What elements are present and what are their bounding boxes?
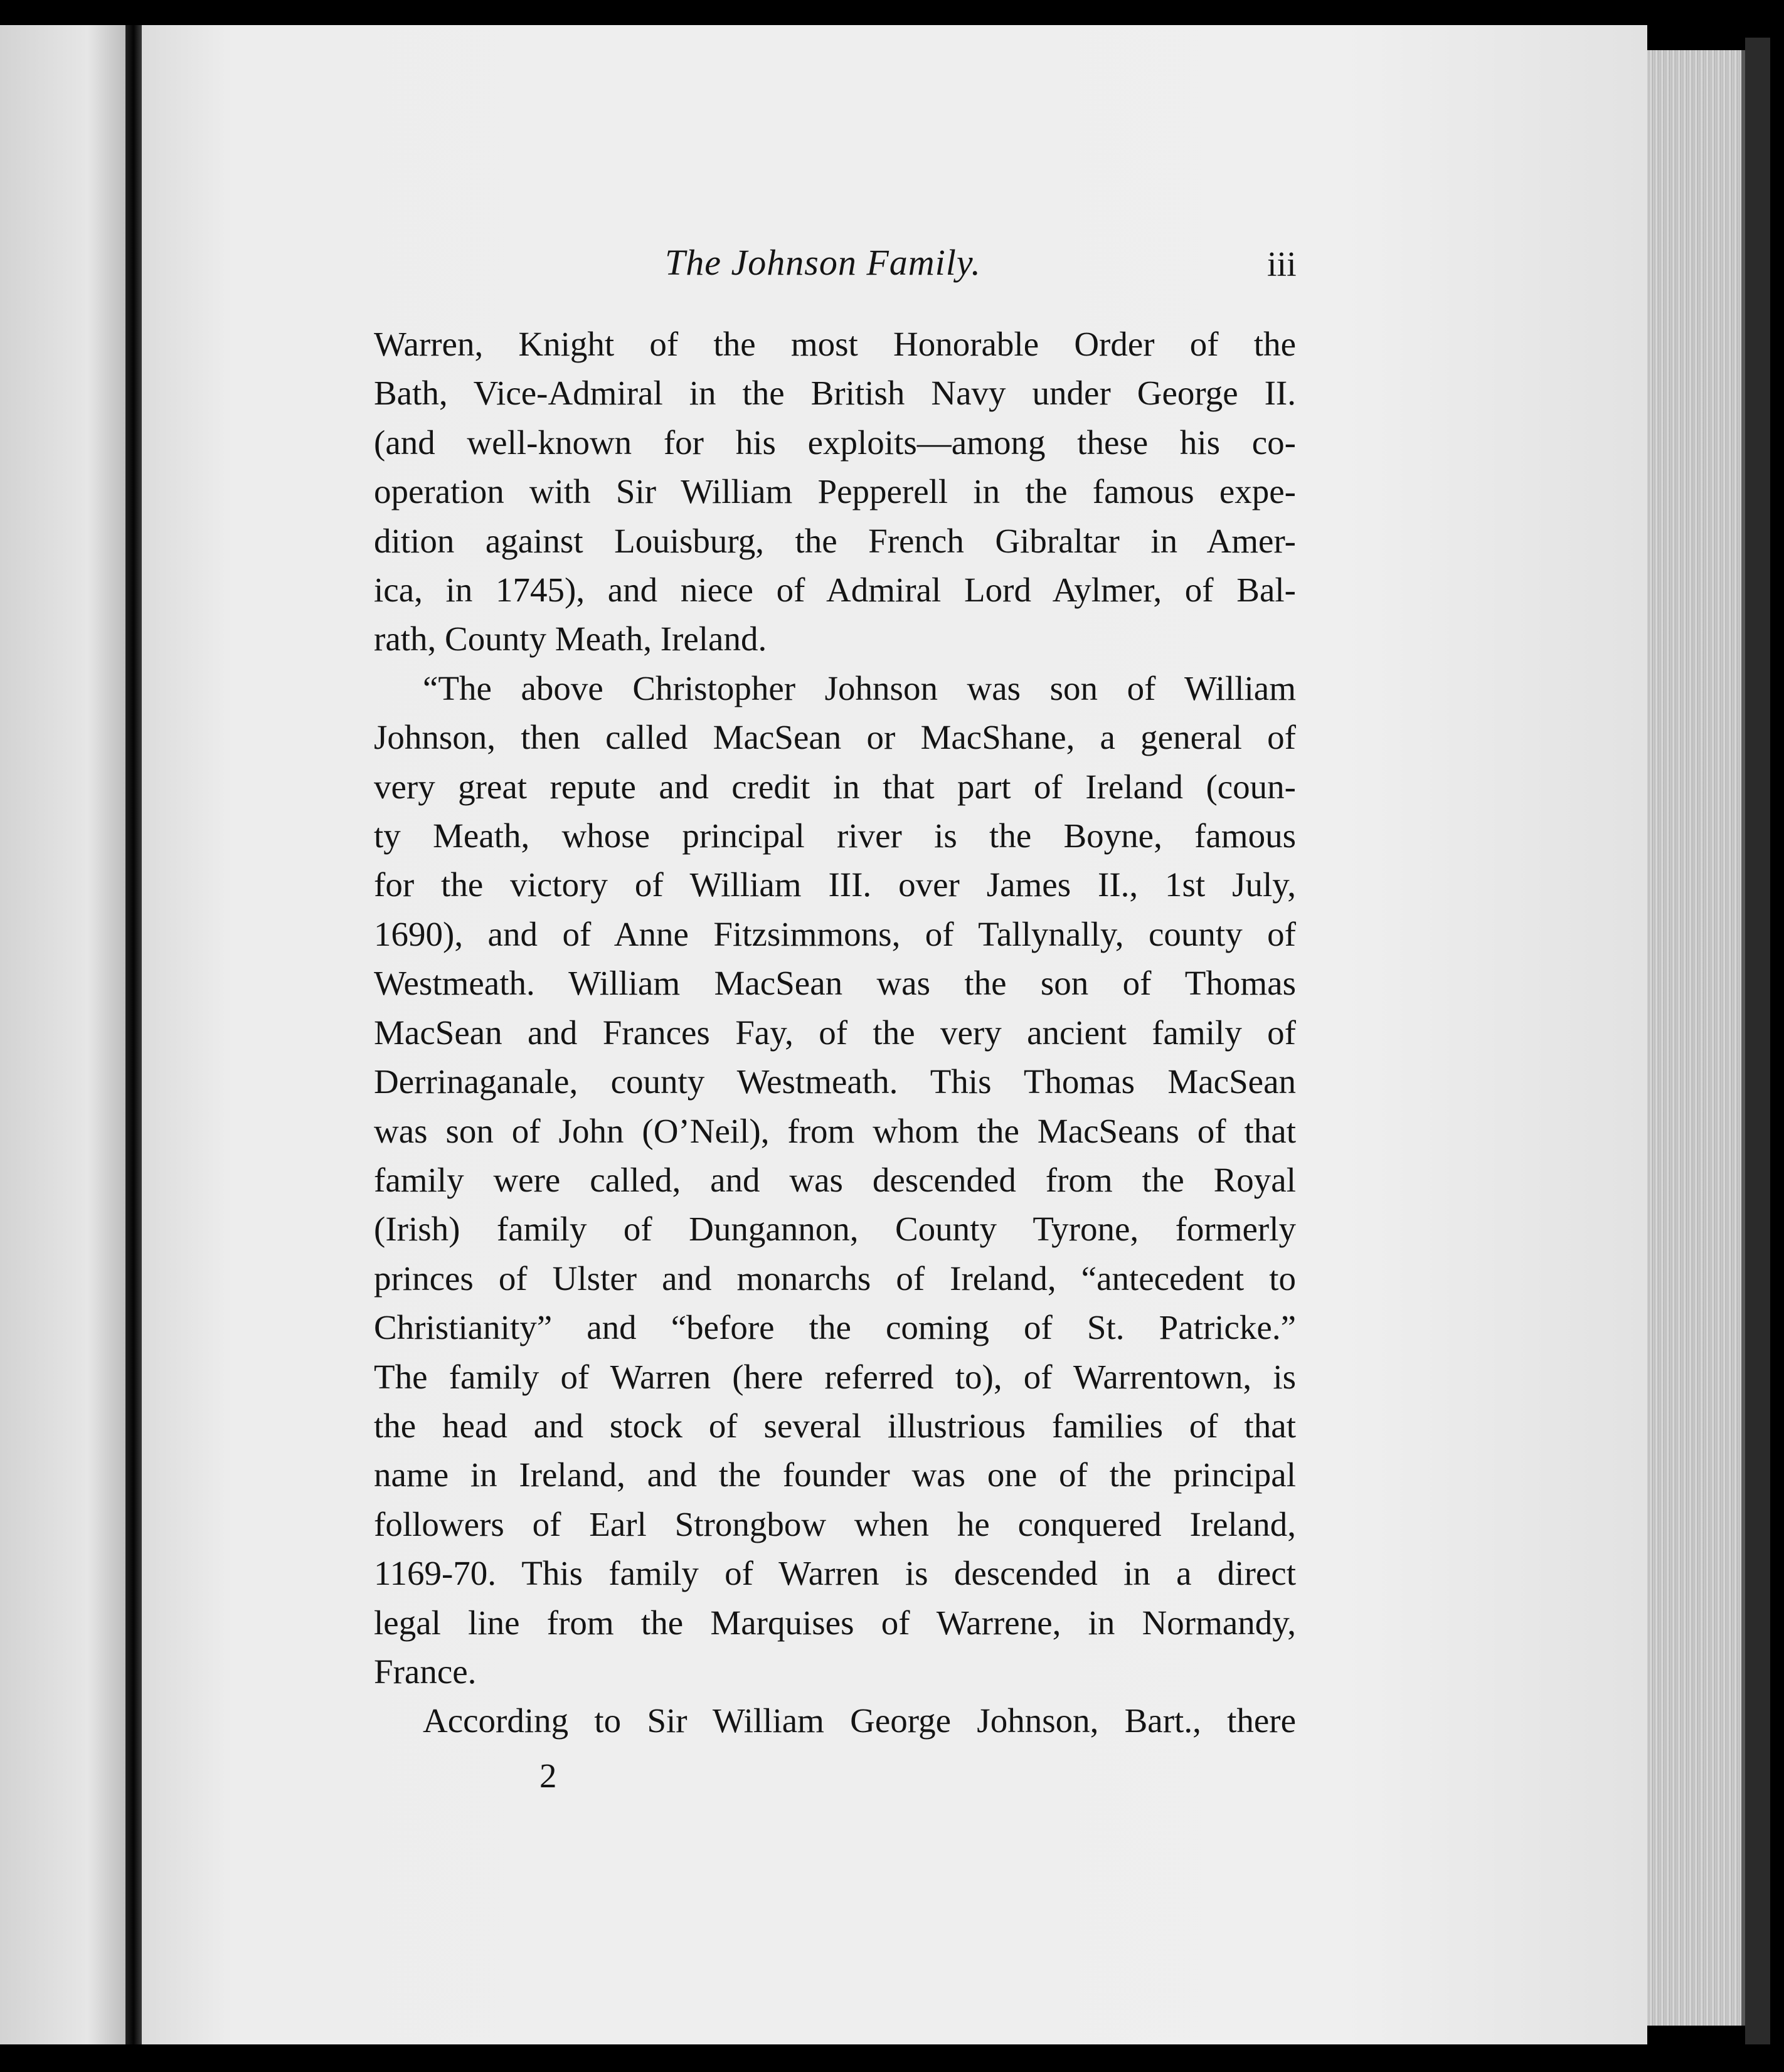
- page-edges: [1647, 50, 1745, 2026]
- text-line: Warren, Knight of the most Honorable Order of the: [374, 325, 1296, 363]
- text-line: The family of Warren (here referred to), of Warrentown, is: [374, 1357, 1296, 1396]
- text-line: operation with Sir William Pepperell in the famous expe-: [374, 472, 1296, 511]
- text-line: Derrinaganale, county Westmeath. This Thomas MacSean: [374, 1062, 1296, 1101]
- book-gutter: [125, 25, 142, 2044]
- text-line: (Irish) family of Dungannon, County Tyrone, formerly: [374, 1210, 1296, 1249]
- text-line: rath, County Meath, Ireland.: [374, 620, 767, 658]
- text-line: legal line from the Marquises of Warrene, in Normandy,: [374, 1603, 1296, 1642]
- text-line: princes of Ulster and monarchs of Ireland, “antecedent to: [374, 1259, 1296, 1298]
- text-line: for the victory of William III. over James II., 1st July,: [374, 865, 1296, 904]
- text-line: very great repute and credit in that part of Ireland (coun-: [374, 767, 1296, 806]
- text-line: “The above Christopher Johnson was son of William: [423, 669, 1296, 707]
- text-line: Westmeath. William MacSean was the son of Thomas: [374, 964, 1296, 1003]
- signature-mark: 2: [539, 1757, 557, 1795]
- text-line: followers of Earl Strongbow when he conquered Ireland,: [374, 1504, 1296, 1543]
- text-line: the head and stock of several illustrious families of that: [374, 1406, 1296, 1445]
- text-line: was son of John (O’Neil), from whom the MacSeans of that: [374, 1111, 1296, 1150]
- text-line: Johnson, then called MacSean or MacShane, a general of: [374, 718, 1296, 757]
- body-text: [374, 320, 1296, 1746]
- text-line: Bath, Vice-Admiral in the British Navy under George II.: [374, 374, 1296, 413]
- book-cover-edge: [1745, 38, 1770, 2044]
- left-page-edge: [0, 25, 125, 2044]
- text-line: Christianity” and “before the coming of St. Patricke.”: [374, 1308, 1296, 1347]
- page-number: iii: [1267, 245, 1297, 284]
- text-line: 1690), and of Anne Fitzsimmons, of Tallynally, county of: [374, 914, 1296, 953]
- text-line: MacSean and Frances Fay, of the very ancient family of: [374, 1013, 1296, 1052]
- text-line: ica, in 1745), and niece of Admiral Lord Aylmer, of Bal-: [374, 571, 1296, 610]
- text-line: ty Meath, whose principal river is the Boyne, famous: [374, 817, 1296, 855]
- text-line: 1169-70. This family of Warren is descended in a direct: [374, 1554, 1296, 1593]
- text-line: name in Ireland, and the founder was one of the principal: [374, 1456, 1296, 1494]
- text-line: France.: [374, 1652, 477, 1691]
- text-line: family were called, and was descended from the Royal: [374, 1160, 1296, 1199]
- text-line: According to Sir William George Johnson, Bart., there: [423, 1701, 1296, 1740]
- text-line: (and well-known for his exploits—among these his co-: [374, 423, 1296, 462]
- running-head: The Johnson Family.: [665, 242, 981, 283]
- text-line: dition against Louisburg, the French Gibraltar in Amer-: [374, 521, 1296, 560]
